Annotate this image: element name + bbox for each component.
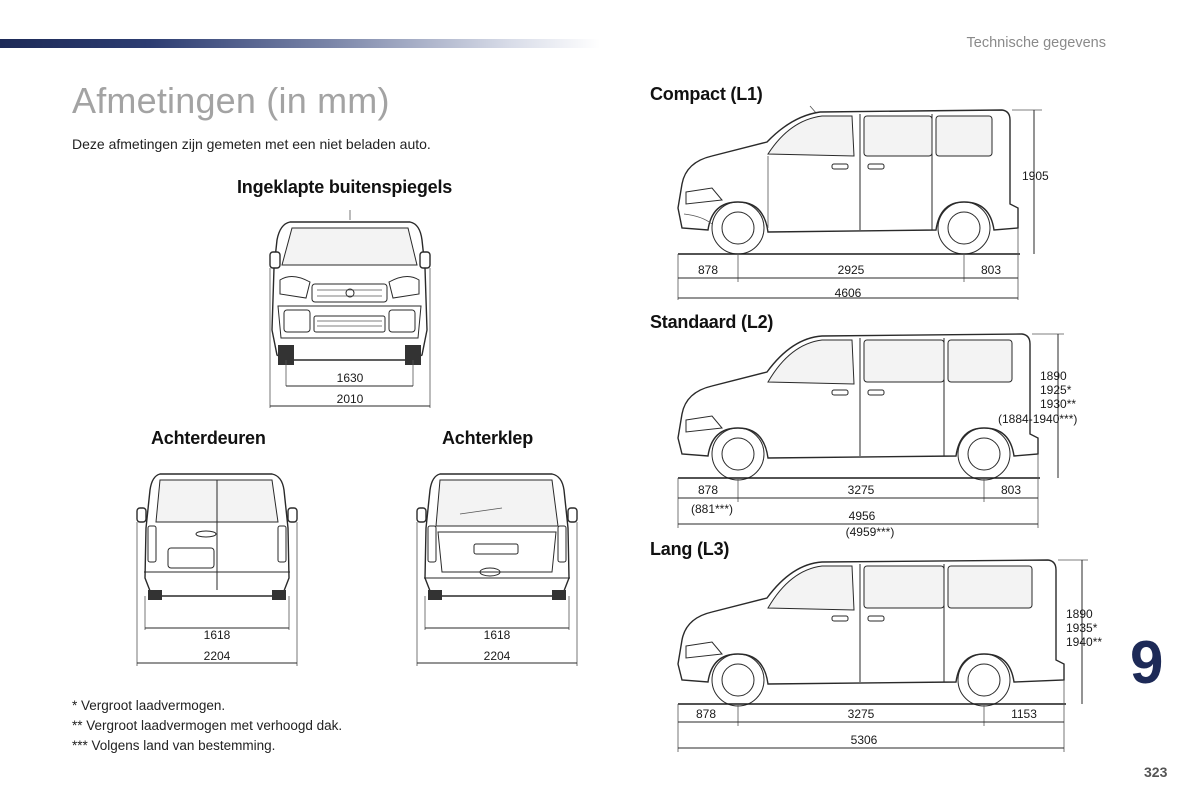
header-accent-bar	[0, 39, 600, 48]
l2-height-4-label: (1884-1940***)	[998, 412, 1078, 426]
l2-wheelbase-label: 3275	[847, 483, 875, 497]
chapter-number: 9	[1130, 629, 1164, 696]
page-title: Afmetingen (in mm)	[72, 80, 390, 121]
l3-front-overhang-label: 878	[695, 707, 717, 721]
l3-rear-overhang-label: 1153	[1011, 707, 1037, 721]
l1-length-label: 4606	[834, 286, 862, 300]
l2-height-3-label: 1930**	[1040, 397, 1077, 411]
l3-height-1-label: 1890	[1066, 607, 1093, 621]
l3-height-2-label: 1935*	[1066, 621, 1098, 635]
l2-rear-overhang-label: 803	[1000, 483, 1022, 497]
l1-front-overhang-label: 878	[697, 263, 719, 277]
long-l3-drawing	[672, 556, 1102, 756]
long-l3-heading: Lang (L3)	[650, 539, 730, 559]
l3-wheelbase-label: 3275	[847, 707, 875, 721]
standard-l2-drawing	[672, 330, 1102, 545]
l3-length-label: 5306	[850, 733, 878, 747]
compact-l1-heading: Compact (L1)	[650, 84, 763, 104]
front-view-drawing	[262, 210, 437, 410]
compact-l1-drawing	[672, 104, 1072, 304]
l2-height-1-label: 1890	[1040, 369, 1067, 383]
rear-doors-drawing	[132, 468, 302, 668]
rear-doors-width-label: 2204	[203, 649, 231, 663]
standard-l2-heading: Standaard (L2)	[650, 312, 774, 332]
l2-front-overhang-label: 878	[697, 483, 719, 497]
front-track-label: 1630	[336, 371, 364, 385]
l1-height-label: 1905	[1022, 169, 1049, 183]
l2-length-label: 4956	[848, 509, 876, 523]
tailgate-drawing	[412, 468, 582, 668]
l3-height-3-label: 1940**	[1066, 635, 1103, 649]
l1-rear-overhang-label: 803	[980, 263, 1002, 277]
front-view-heading: Ingeklapte buitenspiegels	[237, 177, 453, 197]
tailgate-heading: Achterklep	[442, 428, 534, 448]
footnote: * Vergroot laadvermogen.	[72, 698, 226, 713]
l1-wheelbase-label: 2925	[837, 263, 865, 277]
footnote: ** Vergroot laadvermogen met verhoogd dak.	[72, 718, 343, 733]
intro-text: Deze afmetingen zijn gemeten met een niet beladen auto.	[72, 136, 431, 152]
footnote: *** Volgens land van bestemming.	[72, 738, 276, 753]
l2-front-overhang-alt-label: (881***)	[690, 502, 734, 516]
tailgate-track-label: 1618	[483, 628, 511, 642]
page-number: 323	[1144, 764, 1168, 780]
l2-length-alt-label: (4959***)	[845, 525, 895, 539]
l2-height-2-label: 1925*	[1040, 383, 1072, 397]
rear-doors-heading: Achterdeuren	[151, 428, 266, 448]
rear-doors-track-label: 1618	[203, 628, 231, 642]
section-header: Technische gegevens	[966, 35, 1106, 51]
front-width-label: 2010	[336, 392, 364, 406]
footnotes	[72, 696, 342, 756]
tailgate-width-label: 2204	[483, 649, 511, 663]
